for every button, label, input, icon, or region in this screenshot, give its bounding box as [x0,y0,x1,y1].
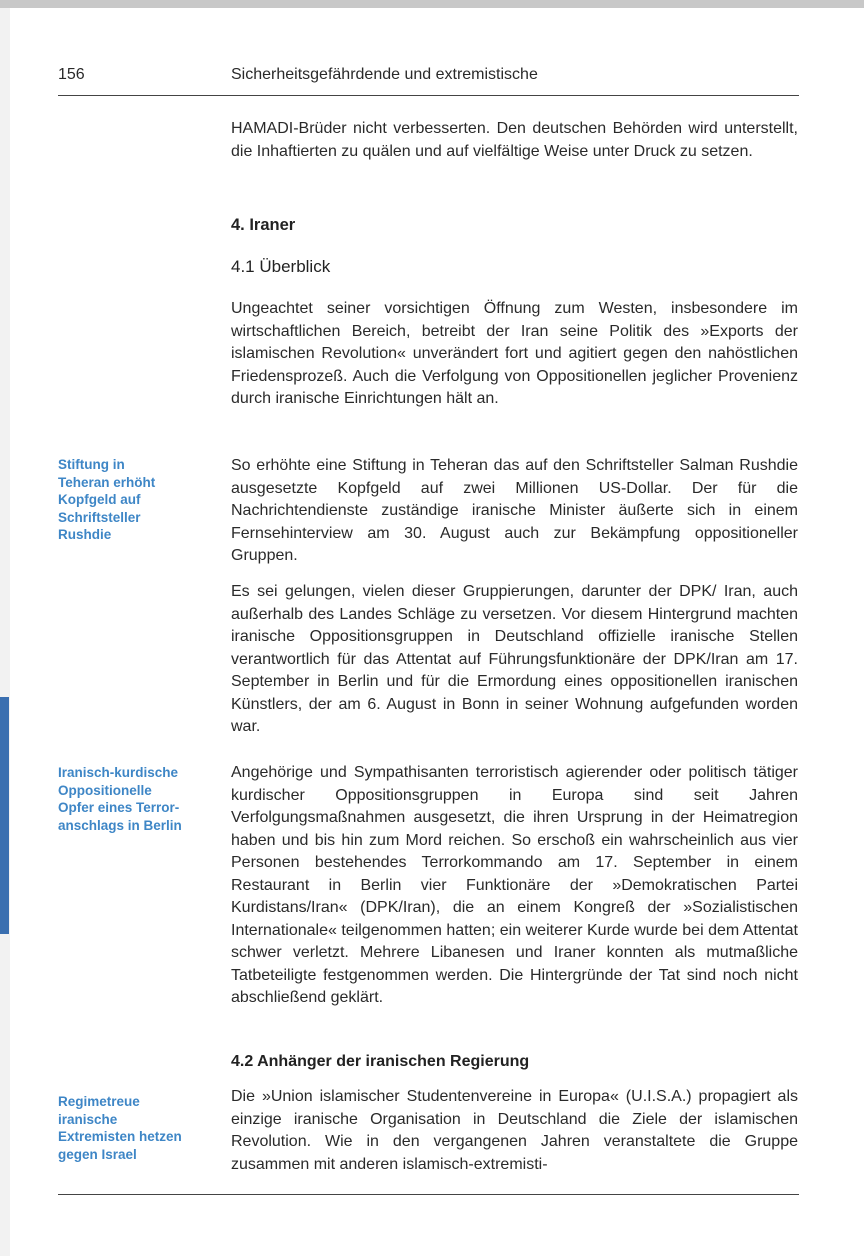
paragraph-dpk: Es sei gelungen, vielen dieser Gruppierungen, darunter der DPK/ Iran, auch außerhalb des Landes Schläge zu versetzen. Vor diesem Hintergrund machten iranische Oppositionsgruppen in Deutschland offizielle iranische Stellen verantwortlich für das Attentat auf Führungsfunktionäre der DPK/Iran am 17. September in Berlin und für die Ermordung eines oppositionellen iranischen Künstlers, der am 6. August in Bonn in seiner Wohnung aufgefunden worden war. [231,583,798,735]
margin-note-line: iranische [58,1111,118,1127]
margin-note-berlin-attack [58,764,218,834]
header-rule [58,95,799,96]
thumb-index-tab [0,697,9,934]
paragraph-overview: Ungeachtet seiner vorsichtigen Öffnung zum Westen, insbesondere im wirtschaftlichen Bereich, betreibt der Iran seine Politik des »Exports der islamischen Revolution« unverändert fort und agitiert gegen den nahöstlichen Friedensprozeß. Auch die Verfolgung von Oppositionellen jeglicher Provenienz durch iranische Einrichtungen hält an. [231,300,798,407]
margin-note-line: Schriftsteller [58,509,141,525]
margin-note-line: Stiftung in [58,457,125,472]
margin-note-line: Teheran erhöht [58,474,156,490]
subheading-supporters: 4.2 Anhänger der iranischen Regierung [231,1053,530,1070]
paragraph-uisa: Die »Union islamischer Studentenvereine in Europa« (U.I.S.A.) propagiert als einzige iranische Organisation in Deutschland die Ziele der islamischen Revolution. Wie in den vergangenen Jahren veranstaltete die Gruppe zusammen mit anderen islamisch-extremisti- [231,1088,798,1173]
margin-note-line: Regimetreue [58,1094,140,1109]
margin-note-line: Kopfgeld auf [58,492,141,507]
margin-note-line: Oppositionelle [58,782,152,798]
paragraph-intro: HAMADI-Brüder nicht verbesserten. Den deutschen Behörden wird unterstellt, die Inhaftierten zu quälen und auf vielfältige Weise unter Druck zu setzen. [231,120,798,160]
paragraph-berlin-attack: Angehörige und Sympathisanten terroristisch agierender oder politisch tätiger kurdischer Oppositionsgruppen in Europa sind seit Jahren Verfolgungsmaßnahmen ausgesetzt, die ihren Ursprung in der Heimatregion haben und bis hin zum Mord reichen. So erschoß ein wahrscheinlich aus vier Personen bestehendes Terrorkommando am 17. September in einem Restaurant in Berlin vier Funktionäre der »Demokratischen Partei Kurdistans/Iran« (DPK/Iran), die an einem Kongreß der »Sozialistischen Internationale« teilgenommen hatten; ein weiterer Kurde wurde bei dem Attentat schwer verletzt. Mehrere Libanesen und Iraner konnten als mutmaßliche Tatbeteiligte festgenommen werden. Die Hintergründe der Tat sind noch nicht abschließend geklärt. [231,764,798,1006]
section-heading: 4. Iraner [231,216,296,234]
page-number: 156 [58,66,85,83]
margin-note-line: Rushdie [58,527,112,542]
running-head: Sicherheitsgefährdende und extremistische [231,66,538,83]
footer-rule [58,1194,799,1195]
margin-note-regime-loyal [58,1093,218,1163]
subheading-overview: 4.1 Überblick [231,257,331,276]
margin-note-line: Extremisten hetzen [58,1129,182,1144]
margin-note-line: Opfer eines Terror- [58,800,180,815]
margin-note-rushdie [58,456,218,544]
scan-page-edge [0,8,10,1256]
scan-top-band [0,0,864,8]
paragraph-rushdie: So erhöhte eine Stiftung in Teheran das auf den Schriftsteller Salman Rushdie ausgesetzte Kopfgeld auf zwei Millionen US-Dollar. Der für die Nachrichtendienste zuständige iranische Minister äußerte sich in einem Fernsehinterview am 30. August auch zur Bekämpfung oppositioneller Gruppen. [231,457,798,564]
margin-note-line: gegen Israel [58,1146,137,1162]
margin-note-line: Iranisch-kurdische [58,765,179,780]
margin-note-line: anschlags in Berlin [58,817,182,833]
